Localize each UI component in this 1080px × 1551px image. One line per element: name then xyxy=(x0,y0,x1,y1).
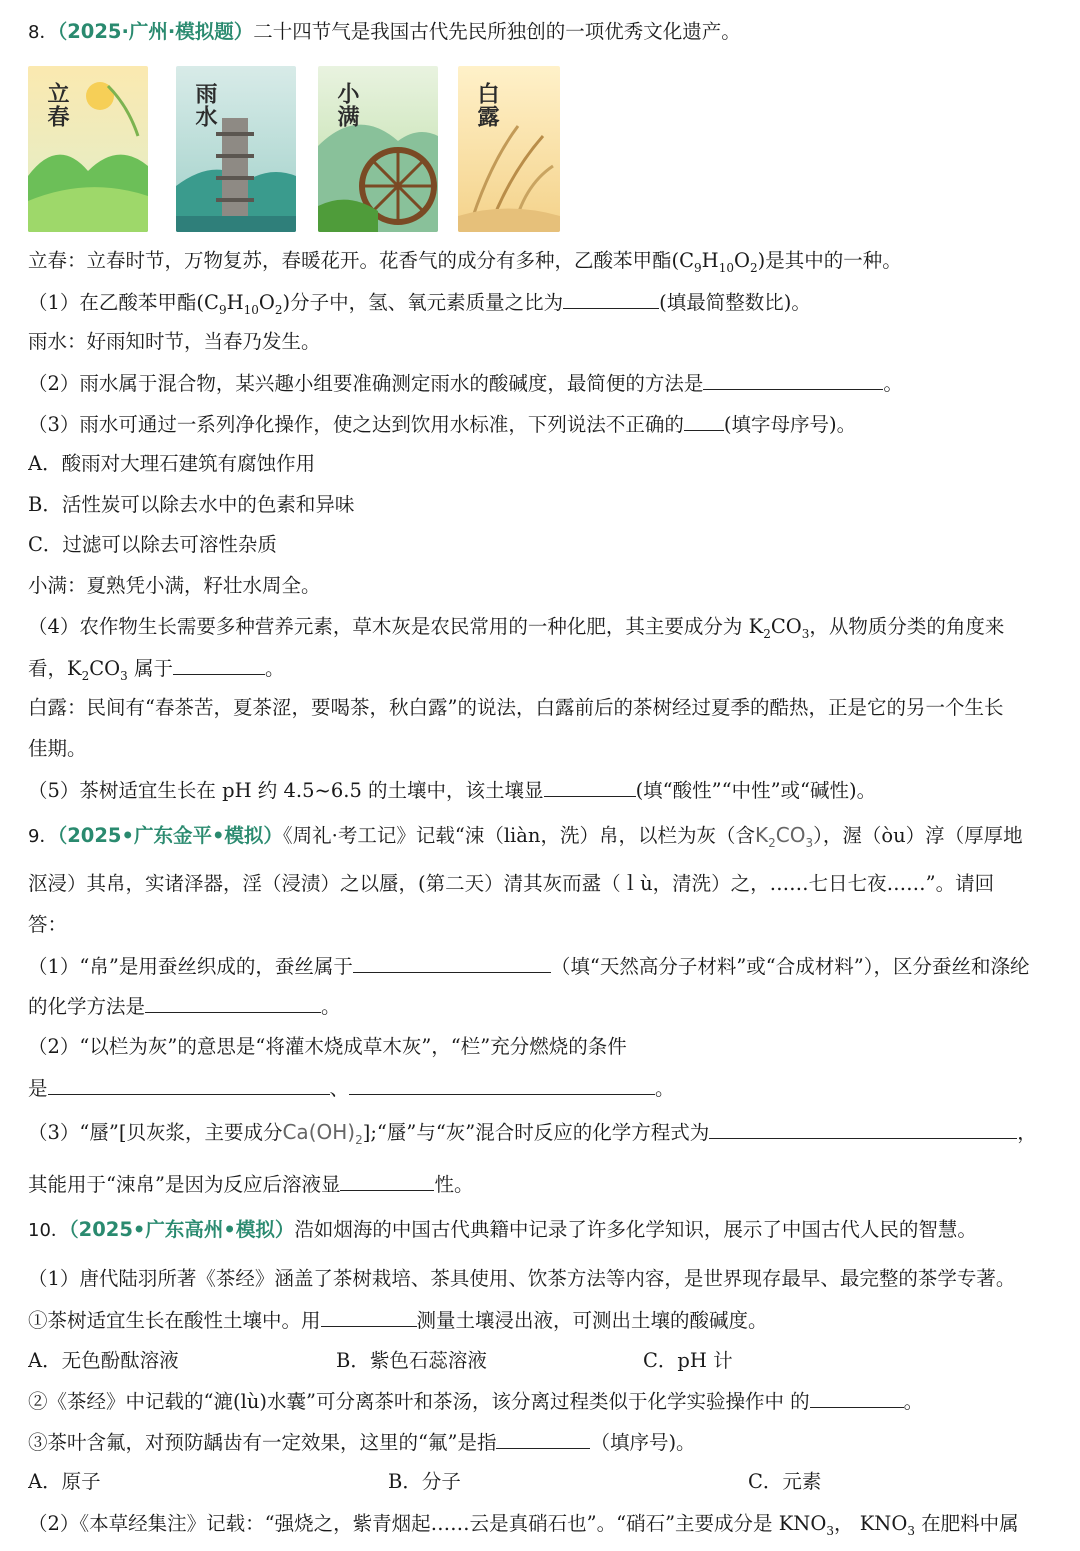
q8-number: 8． xyxy=(28,22,58,43)
q10-c3-b: （填序号)。 xyxy=(590,1431,696,1454)
q10-c1-options xyxy=(28,1347,1070,1377)
q8-sub1-a: （1）在乙酸苯甲酯(C xyxy=(28,291,219,314)
q10-sub2-c: 在肥料中属 xyxy=(914,1512,1019,1535)
q10-c1-option-a: A．无色酚酞溶液 xyxy=(28,1349,179,1372)
q9-sub2-blank1[interactable] xyxy=(48,1074,330,1095)
q8-sub4-e: CO xyxy=(89,657,121,680)
q8-sub4-g: 。 xyxy=(264,657,285,680)
q8-sub3-a: （3）雨水可通过一系列净化操作，使之达到饮用水标准，下列说法不正确的 xyxy=(28,413,684,436)
q9-sub1-line2 xyxy=(28,992,1070,1022)
q8-lichun-intro: 立春：立春时节，万物复苏，春暖花开。花香气的成分有多种，乙酸苯甲酯$(C_9H_{10}O_2)$是其中的一种。 xyxy=(28,249,902,275)
sub-h-2: 10 xyxy=(243,302,259,317)
q9-sub3-d: 其能用于“涑帛”是因为反应后溶液显 xyxy=(28,1173,341,1196)
q8-sub4-b: CO xyxy=(770,615,802,638)
q8-sub3 xyxy=(28,410,1070,440)
q9-sub2-d: 。 xyxy=(655,1077,675,1100)
q9-sub3-blank1[interactable] xyxy=(709,1118,1017,1139)
q10-stem: 浩如烟海的中国古代典籍中记录了许多化学知识，展示了中国古代人民的智慧。 xyxy=(294,1218,977,1241)
q9-sub2-b: 是 xyxy=(28,1077,48,1100)
q8-sub4-d: 看，K xyxy=(28,657,82,680)
card-bailu xyxy=(458,66,560,232)
q8-header xyxy=(28,18,1070,48)
q8-sub2-blank[interactable] xyxy=(703,369,883,390)
q10-c3-option-b: B．分子 xyxy=(388,1470,461,1493)
sub-kno3-b: 3 xyxy=(907,1523,915,1538)
q9-number: 9． xyxy=(28,826,58,847)
q8-source: （2025·广州·模拟题） xyxy=(57,20,254,43)
q10-source: （2025•广东高州•模拟） xyxy=(68,1218,295,1241)
card-yushui-label: 雨水 xyxy=(192,82,218,128)
q9-stem-a: 《周礼·考工记》记载“涑（liàn，洗）帛，以栏为灰（含 xyxy=(282,824,755,847)
sub-o-2: 2 xyxy=(274,302,283,317)
k2co3-k: K xyxy=(754,823,769,847)
k2co3-2: 2 xyxy=(768,836,776,850)
q10-c1-b: 测量土壤浸出液，可测出土壤的酸碱度。 xyxy=(416,1309,768,1332)
q10-c3-a: ③茶叶含氟，对预防龋齿有一定效果，这里的“氟”是指 xyxy=(28,1431,497,1454)
q8-sub1-c: (填最简整数比)。 xyxy=(659,291,811,314)
q9-sub3-line1 xyxy=(28,1118,1070,1152)
q8-sub5-b: (填“酸性”“中性”或“碱性)。 xyxy=(635,779,877,802)
q10-c1-option-b: B．紫色石蕊溶液 xyxy=(336,1349,487,1372)
q9-header xyxy=(28,821,1070,855)
q8-option-b: B．活性炭可以除去水中的色素和异味 xyxy=(28,493,355,516)
q10-sub2-a: （2）《本草经集注》记载：“强烧之，紫青烟起……云是真硝石也”。“硝石”主要成分是 KNO xyxy=(28,1512,827,1535)
q8-xiaoman-intro: 小满：夏熟凭小满，籽壮水周全。 xyxy=(28,574,321,597)
q9-sub2-c: 、 xyxy=(329,1077,350,1100)
q9-sub2-line1: （2）“以栏为灰”的意思是“将灌木烧成草木灰”，“栏”充分燃烧的条件 xyxy=(28,1035,627,1058)
q9-sub1-blank1[interactable] xyxy=(353,952,551,973)
sub-kno3: 3 xyxy=(826,1523,834,1538)
q8-sub2 xyxy=(28,369,1070,399)
q10-c3-blank[interactable] xyxy=(496,1428,590,1449)
k2co3-co: CO xyxy=(775,823,806,847)
q10-c2-b: 。 xyxy=(903,1390,924,1413)
q8-sub5-a: （5）茶树适宜生长在 pH 约 4.5~6.5 的土壤中，该土壤显 xyxy=(28,779,544,802)
q9-sub3-a: （3）“蜃”[贝灰浆，主要成分 xyxy=(28,1121,283,1144)
q9-sub1-d: 。 xyxy=(321,995,341,1018)
q10-number: 10． xyxy=(28,1220,69,1241)
q9-sub1-line1 xyxy=(28,952,1070,982)
sub-co3-b: 3 xyxy=(120,668,128,683)
q9-sub1-a: （1）“帛”是用蚕丝织成的，蚕丝属于 xyxy=(28,955,353,978)
k2co3-3: 3 xyxy=(805,836,814,850)
q8-stem: 二十四节气是我国古代先民所独创的一项优秀文化遗产。 xyxy=(253,20,741,43)
q8-sub4-f: 属于 xyxy=(127,657,173,680)
q10-c3-options xyxy=(28,1468,1070,1498)
card-yushui xyxy=(176,66,296,232)
q10-c3-option-a: A．原子 xyxy=(28,1470,101,1493)
sub-k2: 2 xyxy=(763,626,771,641)
q9-stem-line2: 沤浸）其帛，实诸泽器，淫（浸渍）之以蜃，(第二天）清其灰而盝（ｌù，清洗）之，……七日七夜……”。请回 xyxy=(28,872,995,895)
q8-sub3-blank[interactable] xyxy=(684,410,724,431)
lichun-text-b: )是其中的一种。 xyxy=(757,249,902,272)
q10-c1-a: ①茶树适宜生长在酸性土壤中。用 xyxy=(28,1309,321,1332)
q10-header xyxy=(28,1216,1070,1246)
caoh2-ca: Ca xyxy=(282,1120,309,1144)
q10-sub2-b: ， KNO xyxy=(834,1512,908,1535)
sub-co3: 3 xyxy=(801,626,810,641)
sub-k2-b: 2 xyxy=(81,668,90,683)
q9-sub3-c: ， xyxy=(1017,1121,1037,1144)
q10-c1-option-c: C．pH 计 xyxy=(643,1349,733,1372)
q8-option-a: A．酸雨对大理石建筑有腐蚀作用 xyxy=(28,452,316,475)
q8-sub5 xyxy=(28,776,1070,806)
card-lichun-label: 立春 xyxy=(44,82,70,128)
q10-c1-blank[interactable] xyxy=(321,1306,417,1327)
card-bailu-label: 白露 xyxy=(474,82,500,128)
q8-yushui-intro: 雨水：好雨知时节，当春乃发生。 xyxy=(28,330,321,353)
q8-sub1: （1）在乙酸苯甲酯$(C_9H_{10}O_2)$分子中，氢、氧元素质量之比为 (填最简整数比)。 xyxy=(28,288,1070,318)
q9-caoh2 xyxy=(282,1120,363,1147)
q8-bailu-line2: 佳期。 xyxy=(28,737,87,760)
q8-bailu-line1: 白露：民间有“春茶苦，夏茶涩，要喝茶，秋白露”的说法，白露前后的茶树经过夏季的酷热，正是它的另一个生长 xyxy=(28,696,1004,719)
sub-c: 9 xyxy=(694,260,702,275)
q10-c2-blank[interactable] xyxy=(810,1387,904,1408)
q9-source: （2025•广东金平•模拟） xyxy=(57,824,283,847)
q8-sub1-blank[interactable] xyxy=(563,288,659,309)
q10-c2-a: ②《茶经》中记载的“漉(lù)水囊”可分离茶叶和茶汤，该分离过程类似于化学实验操作中 的 xyxy=(28,1390,810,1413)
q8-sub5-blank[interactable] xyxy=(544,776,636,797)
caoh2-2: 2 xyxy=(355,1133,363,1147)
caoh2-oh: (OH) xyxy=(308,1120,356,1144)
q8-sub1-b: )分子中，氢、氧元素质量之比为 xyxy=(282,291,564,314)
q8-option-c: C．过滤可以除去可溶性杂质 xyxy=(28,533,277,556)
sub-c-2: 9 xyxy=(218,302,227,317)
q9-sub1-c: 的化学方法是 xyxy=(28,995,146,1018)
q9-stem-line3: 答： xyxy=(28,913,68,936)
q9-sub3-line2 xyxy=(28,1170,1070,1200)
q8-sub4-line2 xyxy=(28,654,1070,684)
q10-c3-option-c: C．元素 xyxy=(748,1470,822,1493)
card-xiaoman-label: 小满 xyxy=(334,82,360,128)
q10-c3 xyxy=(28,1428,1070,1458)
q9-sub1-blank2[interactable] xyxy=(145,992,321,1013)
card-lichun xyxy=(28,66,148,232)
q10-c2 xyxy=(28,1387,1070,1417)
q8-sub2-b: 。 xyxy=(883,372,903,395)
q10-sub1: （1）唐代陆羽所著《茶经》涵盖了茶树栽培、茶具使用、饮茶方法等内容，是世界现存最早、最完整的茶学专著。 xyxy=(28,1267,1016,1290)
q8-sub4-blank[interactable] xyxy=(173,654,265,675)
q9-stem-b: ），渥（òu）淳（厚厚地 xyxy=(813,824,1023,847)
q9-sub3-blank2[interactable] xyxy=(340,1170,434,1191)
q10-sub2 xyxy=(28,1510,1070,1540)
q9-sub2-blank2[interactable] xyxy=(349,1074,655,1095)
q8-sub4-a: （4）农作物生长需要多种营养元素，草木灰是农民常用的一种化肥，其主要成分为 K xyxy=(28,615,764,638)
q8-sub4-line1 xyxy=(28,613,1070,643)
q9-sub3-e: 性。 xyxy=(434,1173,474,1196)
q8-sub3-b: (填字母序号)。 xyxy=(723,413,857,436)
card-xiaoman xyxy=(318,66,438,232)
q9-sub3-b: ];“蜃”与“灰”混合时反应的化学方程式为 xyxy=(362,1121,710,1144)
q10-c1 xyxy=(28,1306,1070,1336)
sub-o: 2 xyxy=(749,260,758,275)
q8-sub4-c: ，从物质分类的角度来 xyxy=(809,615,1005,638)
lichun-text-a: 立春：立春时节，万物复苏，春暖花开。花香气的成分有多种，乙酸苯甲酯(C xyxy=(28,249,695,272)
q9-k2co3 xyxy=(754,823,814,850)
q9-sub1-b: （填“天然高分子材料”或“合成材料”），区分蚕丝和涤纶 xyxy=(550,955,1030,978)
q8-sub2-a: （2）雨水属于混合物，某兴趣小组要准确测定雨水的酸碱度，最简便的方法是 xyxy=(28,372,704,395)
q9-sub2-line2 xyxy=(28,1074,1070,1104)
sub-h: 10 xyxy=(718,260,734,275)
